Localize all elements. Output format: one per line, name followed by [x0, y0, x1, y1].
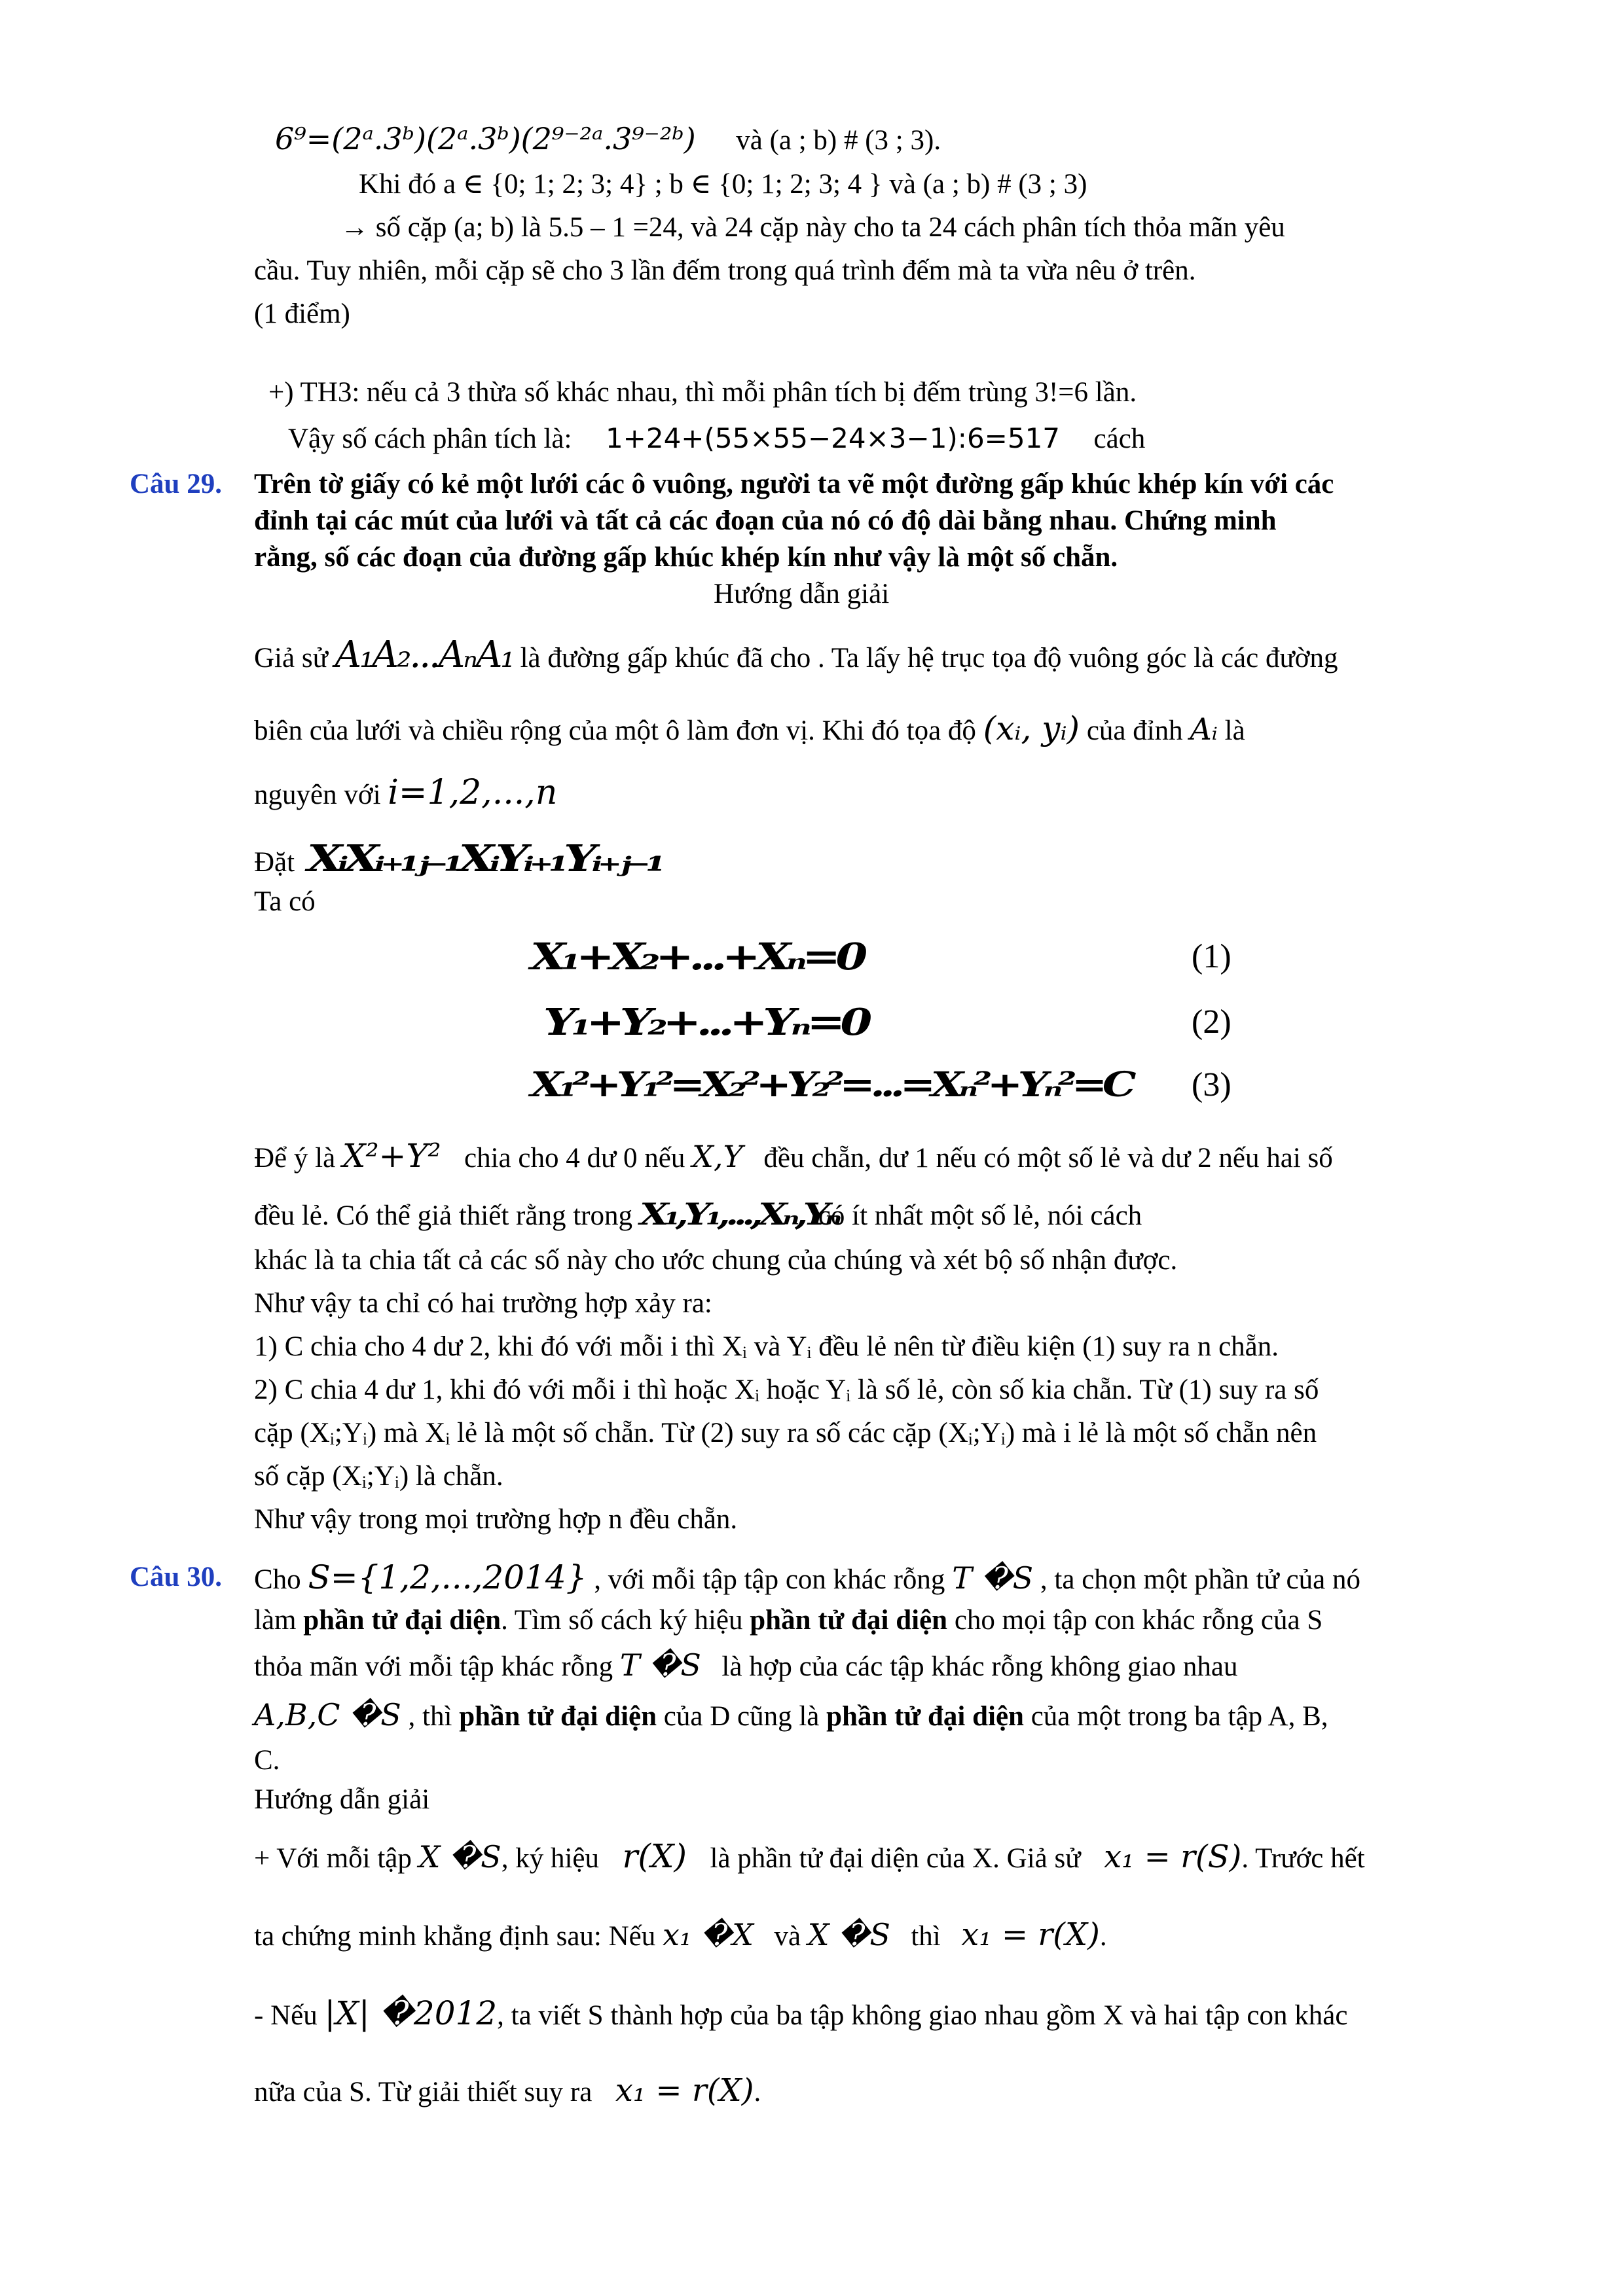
- cau29-eq2-math: Y₁+Y₂+...+Yₙ=0: [543, 1001, 867, 1044]
- cau30-g3-b: , ta viết S thành hợp của ba tập không giao nhau gồm X và hai tập con khác: [497, 2000, 1348, 2031]
- intro-vay-formula: 1+24+(55×55−24×3−1):6=517: [605, 422, 1061, 454]
- cau30-label: Câu 30.: [130, 1562, 222, 1592]
- cau29-index-math: i=1,2,...,n: [388, 773, 558, 812]
- intro-diem: (1 điểm): [254, 298, 350, 329]
- cau29-deu-le-line: [254, 1195, 1142, 1235]
- cau29-eq3: [530, 1064, 1132, 1109]
- cau29-eq1-math: X₁+X₂+...+Xₙ=0: [530, 935, 863, 978]
- cau30-guide-line-3: [254, 1990, 1347, 2039]
- intro-so-cap-line-2: cầu. Tuy nhiên, mỗi cặp sẽ cho 3 lần đếm trong quá trình đếm mà ta vừa nêu ở trên.: [254, 255, 1196, 286]
- cau30-set-math: S={1,2,...,2014}: [308, 1558, 587, 1596]
- cau30-g1-math-1: X �S: [418, 1839, 501, 1874]
- cau30-g1-c: là phần tử đại diện của X. Giả sử: [710, 1843, 1081, 1874]
- cau29-eq1-tag: (1): [1192, 938, 1231, 975]
- cau29-eq2-tag: (2): [1192, 1003, 1231, 1041]
- cau30-g4-math: x₁ = r(X): [615, 2072, 754, 2109]
- cau30-guide-line-2: [254, 1911, 1107, 1960]
- cau29-coord-math: (xᵢ, yᵢ): [983, 709, 1080, 747]
- cau30-cho: Cho: [254, 1564, 301, 1595]
- intro-so-cap-line-1: → số cặp (a; b) là 5.5 – 1 =24, và 24 cặp này cho ta 24 cách phân tích thỏa mãn yêu: [340, 212, 1285, 243]
- cau30-guide-line-4: [254, 2067, 761, 2116]
- cau29-bien-text: biên của lưới và chiều rộng của một ô làm đơn vị. Khi đó tọa độ: [254, 715, 976, 746]
- cau30-g3-a: - Nếu: [254, 2000, 318, 2031]
- cau29-polyline-math: A₁A₂...AₙA₁: [335, 634, 513, 676]
- cau30-g1-a: + Với mỗi tập: [254, 1843, 412, 1874]
- cau30-line-2: [254, 1604, 1322, 1638]
- cau29-guide-heading: Hướng dẫn giải: [714, 579, 890, 609]
- cau30-g2-c: thì: [911, 1921, 941, 1952]
- cau30-line-1: [254, 1554, 1360, 1604]
- cau29-case-2-line-1: 2) C chia 4 dư 1, khi đó với mỗi i thì hoặc Xᵢ hoặc Yᵢ là số lẻ, còn số kia chẵn. Từ (1) suy ra số: [254, 1374, 1319, 1405]
- cau29-case-2-line-2: cặp (Xᵢ;Yᵢ) mà Xᵢ lẻ là một số chẵn. Từ (2) suy ra số các cặp (Xᵢ;Yᵢ) mà i lẻ là một số chẵn nên: [254, 1418, 1317, 1448]
- cau29-de-y-line: [254, 1135, 1333, 1179]
- intro-equation-condition: và (a ; b) # (3 ; 3).: [736, 125, 941, 156]
- cau29-eq2: [543, 1001, 867, 1047]
- cau30-guide-heading: Hướng dẫn giải: [254, 1784, 430, 1815]
- cau30-line-2-a: làm: [254, 1605, 297, 1636]
- cau29-bien-mid: của đỉnh: [1086, 715, 1183, 746]
- cau30-g1-math-3: x₁ = r(S): [1104, 1839, 1242, 1875]
- cau29-label: Câu 29.: [130, 469, 222, 499]
- cau29-sum-squares-math: X²+Y²: [342, 1137, 441, 1175]
- cau29-bien-end: là: [1224, 715, 1245, 746]
- cau30-g2-math-2: X �S: [807, 1917, 890, 1952]
- cau29-ta-co: Ta có: [254, 886, 316, 917]
- cau29-vertex-math: Aᵢ: [1190, 711, 1218, 747]
- cau30-line-1-mid: , với mỗi tập tập con khác rỗng: [594, 1564, 945, 1595]
- cau30-subset-math: T �S: [952, 1560, 1034, 1596]
- cau30-g1-b: , ký hiệu: [501, 1843, 599, 1874]
- cau29-dat-garbled-math: XᵢXᵢ₊₁ⱼ₋₁XᵢYᵢ₊₁Yᵢ₊ⱼ₋₁: [306, 837, 661, 880]
- cau29-de-y-mid: chia cho 4 dư 0 nếu: [464, 1143, 685, 1174]
- cau29-case-2-line-3: số cặp (Xᵢ;Yᵢ) là chẵn.: [254, 1461, 503, 1492]
- cau29-case-1: 1) C chia cho 4 dư 2, khi đó với mỗi i thì Xᵢ và Yᵢ đều lẻ nên từ điều kiện (1) suy ra n chẵn.: [254, 1331, 1279, 1362]
- cau29-de-y-rest: đều chẵn, dư 1 nếu có một số lẻ và dư 2 nếu hai số: [763, 1143, 1333, 1174]
- intro-vay-text: Vậy số cách phân tích là:: [288, 423, 572, 454]
- intro-th3: +) TH3: nếu cả 3 thừa số khác nhau, thì mỗi phân tích bị đếm trùng 3!=6 lần.: [268, 377, 1137, 408]
- cau29-eq1: [530, 935, 863, 982]
- cau29-bien-line: [254, 706, 1245, 754]
- cau29-gia-su-line: [254, 632, 1338, 681]
- cau29-de-y-text: Để ý là: [254, 1143, 336, 1174]
- cau30-pt-dai-dien-1: phần tử đại diện: [303, 1605, 501, 1636]
- cau30-line-2-c: cho mọi tập con khác rỗng của S: [954, 1605, 1323, 1636]
- cau30-abc-math: A,B,C �S: [254, 1697, 401, 1732]
- cau30-g2-d: .: [1099, 1921, 1107, 1952]
- cau29-xy-math: X,Y: [692, 1139, 743, 1174]
- cau30-g2-math-3: x₁ = r(X): [961, 1916, 1100, 1953]
- cau30-line-4-b: của D cũng là: [663, 1701, 820, 1732]
- cau30-g2-math-1: x₁ �X: [663, 1917, 754, 1952]
- cau30-line-3: [254, 1644, 1238, 1688]
- cau30-g3-math: |X| �2012: [324, 1994, 498, 2032]
- cau29-dat-text: Đặt: [254, 847, 295, 878]
- cau29-question-line-2: đỉnh tại các mút của lưới và tất cả các đoạn của nó có độ dài bằng nhau. Chứng minh: [254, 505, 1277, 536]
- cau29-nhu-vay: Như vậy ta chỉ có hai trường hợp xảy ra:: [254, 1288, 712, 1319]
- cau30-line-3-subset-math: T �S: [619, 1647, 701, 1683]
- cau29-deu-le-rest: có ít nhất một số lẻ, nói cách: [818, 1200, 1142, 1231]
- cau30-g2-a: ta chứng minh khẳng định sau: Nếu: [254, 1921, 656, 1952]
- cau29-khac: khác là ta chia tất cả các số này cho ước chung của chúng và xét bộ số nhận được.: [254, 1245, 1178, 1276]
- cau29-eq3-math: X₁²+Y₁²=X₂²+Y₂²=...=Xₙ²+Yₙ²=C: [530, 1065, 1132, 1105]
- cau29-deu-le-text: đều lẻ. Có thể giả thiết rằng trong: [254, 1200, 632, 1231]
- intro-vay-so-cach-line: [288, 422, 1145, 456]
- cau29-nguyen-line: [254, 770, 557, 818]
- cau30-line-4-c: của một trong ba tập A, B,: [1030, 1701, 1328, 1732]
- cau30-line-5: C.: [254, 1745, 280, 1776]
- cau30-pt-dai-dien-3: phần tử đại diện: [459, 1701, 657, 1732]
- cau30-g4-a: nữa của S. Từ giải thiết suy ra: [254, 2077, 593, 2108]
- cau30-line-4-a: , thì: [408, 1701, 452, 1732]
- cau29-deu-le-garbled-math: X₁,Y₁,...,Xₙ,Yₙ: [639, 1196, 837, 1232]
- cau30-line-4: [254, 1694, 1328, 1738]
- cau29-question-line-1: Trên tờ giấy có kẻ một lưới các ô vuông, người ta vẽ một đường gấp khúc khép kín với các: [254, 469, 1334, 499]
- cau29-nguyen-text: nguyên với: [254, 780, 381, 810]
- intro-vay-cach: cách: [1093, 423, 1146, 454]
- cau30-line-3-b: là hợp của các tập khác rỗng không giao nhau: [721, 1651, 1238, 1682]
- cau30-g1-math-2: r(X): [622, 1837, 687, 1875]
- cau29-question-line-3: rằng, số các đoạn của đường gấp khúc khép kín như vậy là một số chẵn.: [254, 542, 1118, 573]
- cau29-gia-su-rest: là đường gấp khúc đã cho . Ta lấy hệ trục tọa độ vuông góc là các đường: [520, 643, 1338, 673]
- cau29-dat-line: [254, 837, 661, 882]
- cau30-line-3-a: thỏa mãn với mỗi tập khác rỗng: [254, 1651, 613, 1682]
- cau30-pt-dai-dien-2: phần tử đại diện: [750, 1605, 948, 1636]
- intro-equation: 6⁹=(2ᵃ.3ᵇ)(2ᵃ.3ᵇ)(2⁹⁻²ᵃ.3⁹⁻²ᵇ): [275, 121, 696, 156]
- cau30-pt-dai-dien-4: phần tử đại diện: [826, 1701, 1024, 1732]
- cau30-g4-b: .: [754, 2077, 761, 2108]
- cau30-line-2-b: . Tìm số cách ký hiệu: [501, 1605, 743, 1636]
- intro-equation-line: [275, 122, 941, 158]
- intro-khi-do: Khi đó a ∈ {0; 1; 2; 3; 4} ; b ∈ {0; 1; 2; 3; 4 } và (a ; b) # (3 ; 3): [359, 169, 1087, 200]
- cau30-line-1-end: , ta chọn một phần tử của nó: [1040, 1564, 1360, 1595]
- cau29-eq3-tag: (3): [1192, 1066, 1231, 1103]
- cau30-guide-line-1: [254, 1833, 1365, 1882]
- cau30-g2-b: và: [774, 1921, 801, 1952]
- cau29-conclusion: Như vậy trong mọi trường hợp n đều chẵn.: [254, 1504, 738, 1535]
- cau30-g1-d: . Trước hết: [1241, 1843, 1365, 1874]
- cau29-gia-su-text: Giả sử: [254, 643, 328, 673]
